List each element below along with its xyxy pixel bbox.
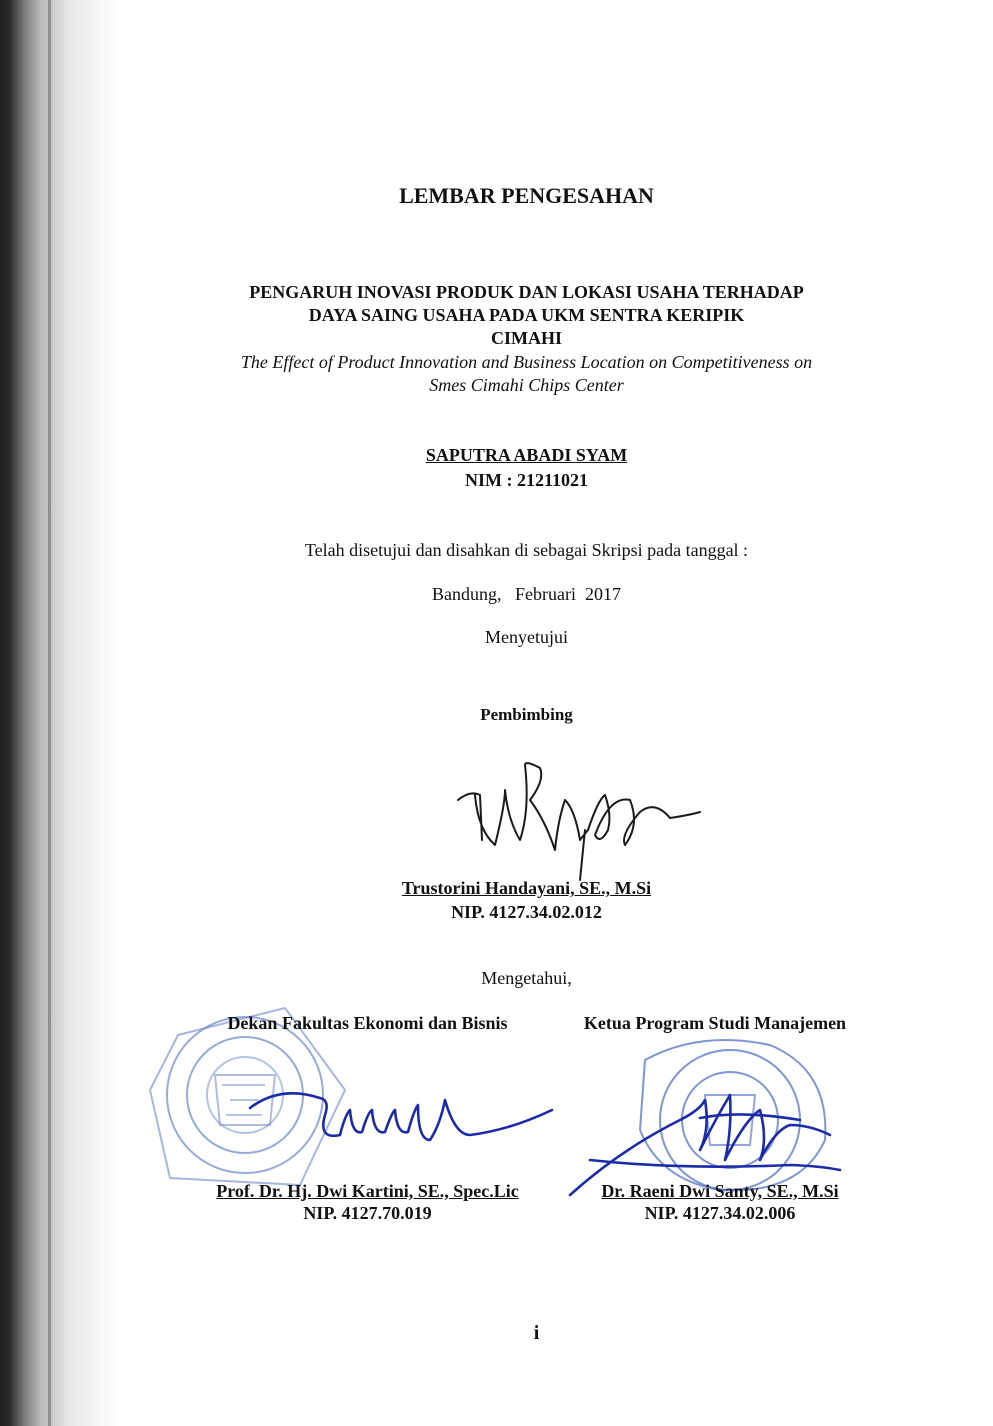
english-title-line-1: The Effect of Product Innovation and Business Location on Competitiveness on — [240, 352, 813, 372]
advisor-role: Pembimbing — [480, 705, 573, 724]
dean-name: Prof. Dr. Hj. Dwi Kartini, SE., Spec.Lic — [216, 1181, 519, 1201]
dean-role: Dekan Fakultas Ekonomi dan Bisnis — [227, 1013, 508, 1033]
title-line-2: DAYA SAING USAHA PADA UKM SENTRA KERIPIK — [308, 305, 745, 325]
page-heading: LEMBAR PENGESAHAN — [399, 183, 654, 208]
place-date: Bandung, Februari 2017 — [432, 584, 621, 604]
kaprodi-nip: NIP. 4127.34.02.006 — [644, 1203, 796, 1223]
kaprodi-name: Dr. Raeni Dwi Santy, SE., M.Si — [601, 1181, 839, 1201]
dean-nip: NIP. 4127.70.019 — [303, 1203, 432, 1223]
acknowledge-label: Mengetahui, — [481, 968, 572, 988]
title-line-3: CIMAHI — [491, 328, 562, 348]
advisor-nip: NIP. 4127.34.02.012 — [451, 902, 602, 922]
student-name: SAPUTRA ABADI SYAM — [425, 445, 628, 465]
kaprodi-role: Ketua Program Studi Manajemen — [583, 1013, 847, 1033]
approval-statement: Telah disetujui dan disahkan di sebagai Skripsi pada tanggal : — [304, 540, 749, 560]
english-title-line-2: Smes Cimahi Chips Center — [429, 375, 624, 395]
page-number: i — [533, 1322, 540, 1344]
advisor-name: Trustorini Handayani, SE., M.Si — [401, 878, 652, 898]
student-nim: NIM : 21211021 — [465, 470, 588, 490]
title-line-1: PENGARUH INOVASI PRODUK DAN LOKASI USAHA TERHADAP — [249, 282, 804, 302]
approve-label: Menyetujui — [485, 627, 568, 647]
